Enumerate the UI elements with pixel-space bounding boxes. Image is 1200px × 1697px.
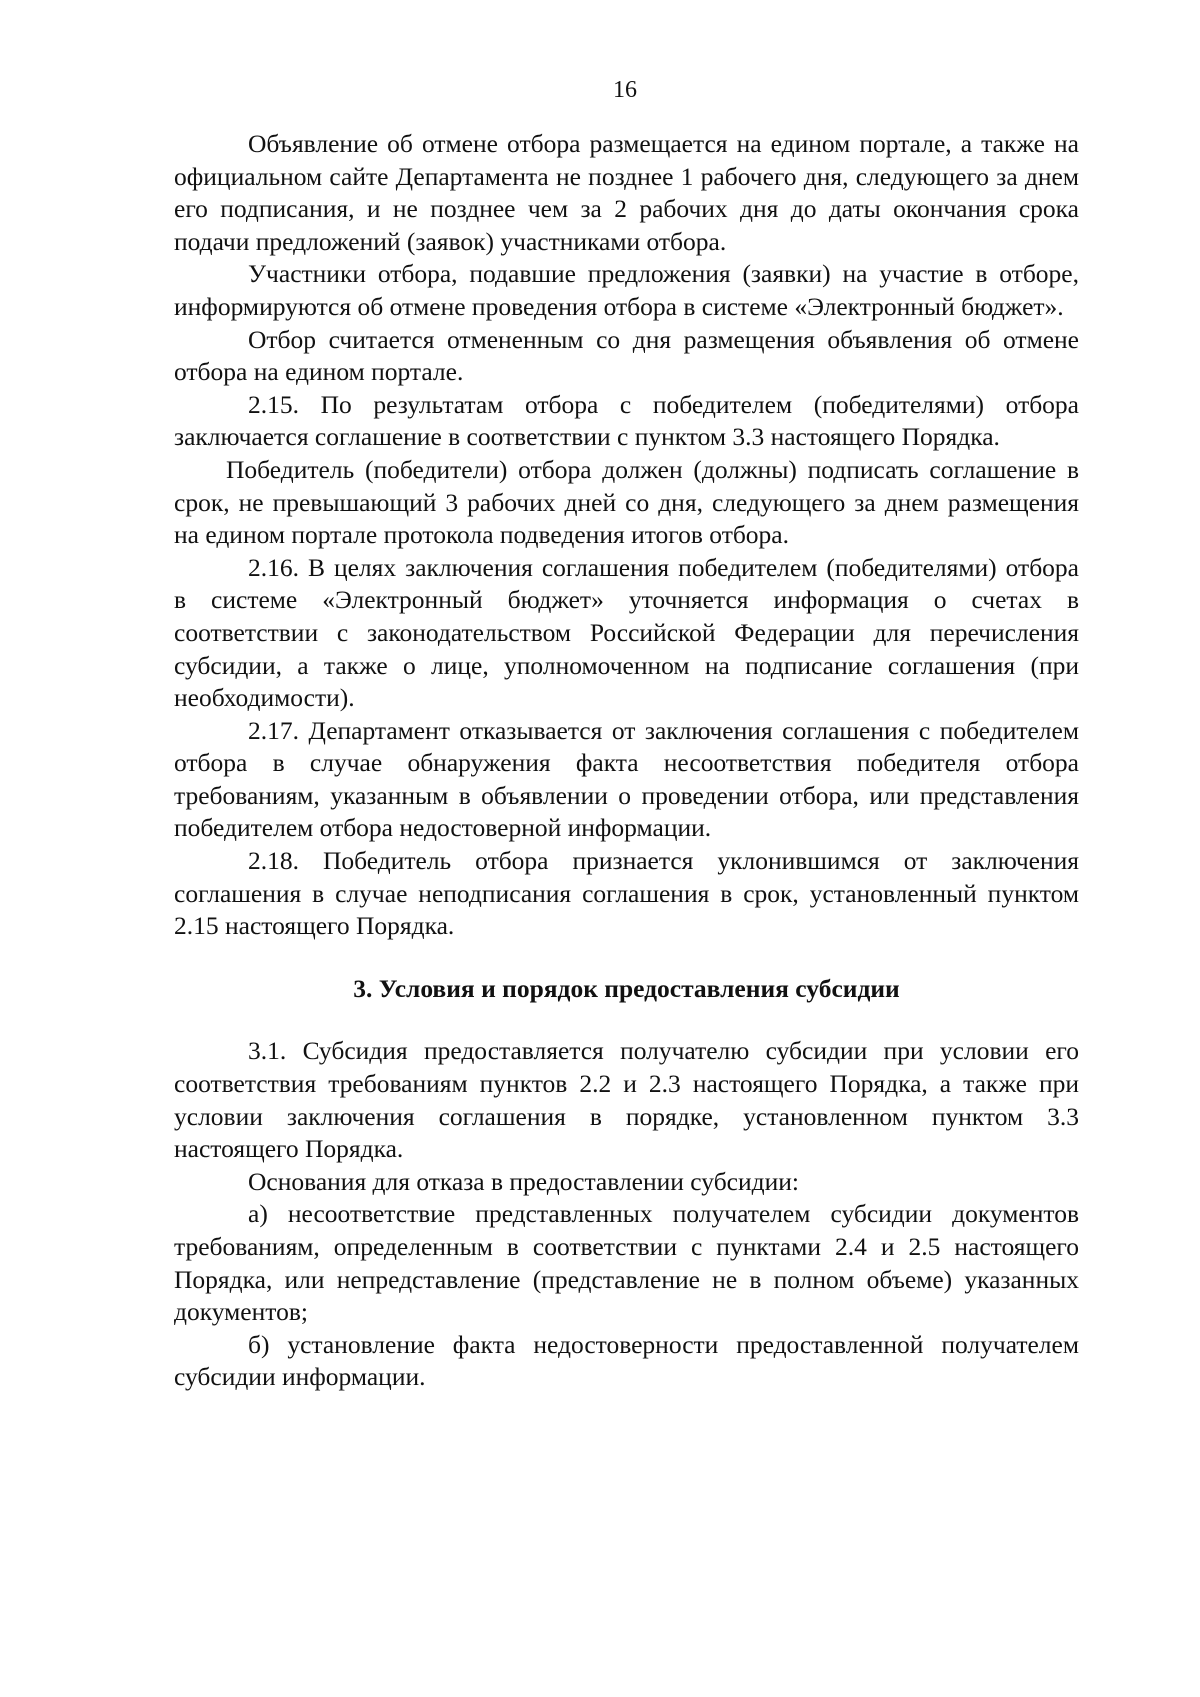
paragraph-2-17: 2.17. Департамент отказывается от заключения соглашения с победителем отбора в случае обнаружения факта несоответствия победителя отбора требованиям, указанным в объявлении о проведении отбора, или представления победителем отбора недостоверной информации. [174, 715, 1079, 843]
paragraph-2-15: 2.15. По результатам отбора с победителем (победителями) отбора заключается соглашение в соответствии с пунктом 3.3 настоящего Порядка. [174, 389, 1079, 452]
paragraph-participants-informed: Участники отбора, подавшие предложения (заявки) на участие в отборе, информируются об отмене проведения отбора в системе «Электронный бюджет». [174, 259, 1079, 321]
paragraph-2-18: 2.18. Победитель отбора признается уклонившимся от заключения соглашения в случае неподписания соглашения в срок, установленный пунктом 2.15 настоящего Порядка. [174, 846, 1079, 941]
paragraph-3-1: 3.1. Субсидия предоставляется получателю субсидии при условии его соответствия требованиям пунктов 2.2 и 2.3 настоящего Порядка, а также при условии заключения соглашения в порядке, установленном пунктом 3.3 настоящего Порядка. [174, 1036, 1079, 1164]
document-body [174, 128, 1079, 1394]
paragraph-selection-cancelled: Отбор считается отмененным со дня размещения объявления об отмене отбора на едином портале. [174, 324, 1079, 387]
page-number: 16 [613, 77, 637, 103]
list-item-a: а) несоответствие представленных получателем субсидии документов требованиям, определенным в соответствии с пунктами 2.4 и 2.5 настоящего Порядка, или непредставление (представление не в полном объеме) указанных документов; [174, 1199, 1079, 1327]
paragraph-cancel-announcement: Объявление об отмене отбора размещается на едином портале, а также на официальном сайте Департамента не позднее 1 рабочего дня, следующего за днем его подписания, и не позднее чем за 2 рабочих дня до даты окончания срока подачи предложений (заявок) участниками отбора. [174, 129, 1079, 256]
paragraph-refusal-grounds: Основания для отказа в предоставлении субсидии: [248, 1166, 799, 1196]
section-heading: 3. Условия и порядок предоставления субсидии [353, 973, 900, 1003]
list-item-b: б) установление факта недостоверности предоставленной получателем субсидии информации. [174, 1329, 1079, 1392]
paragraph-2-16: 2.16. В целях заключения соглашения победителем (победителями) отбора в системе «Электронный бюджет» уточняется информация о счетах в соответствии с законодательством Российской Федерации для перечисления субсидии, а также о лице, уполномоченном на подписание соглашения (при необходимости). [174, 552, 1079, 713]
paragraph-winner-sign: Победитель (победители) отбора должен (должны) подписать соглашение в срок, не превышающий 3 рабочих дней со дня, следующего за днем размещения на едином портале протокола подведения итогов отбора. [174, 454, 1079, 550]
